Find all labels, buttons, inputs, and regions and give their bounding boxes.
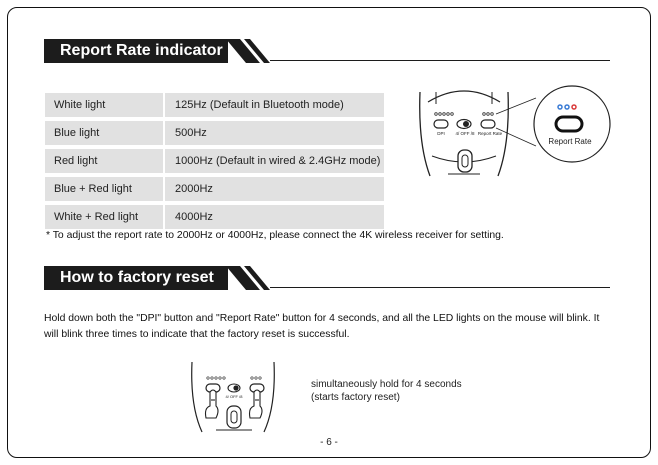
section-title: Report Rate indicator	[44, 39, 228, 63]
rate-cell: 125Hz (Default in Bluetooth mode)	[165, 93, 384, 117]
table-row	[45, 121, 384, 145]
light-cell: Blue + Red light	[45, 177, 165, 201]
header-slash-decoration	[226, 35, 276, 65]
header-rule	[270, 287, 610, 288]
finger-icon	[206, 390, 219, 418]
switch-label: 4/ OFF /8	[225, 394, 243, 399]
led-dots	[435, 113, 494, 116]
table-row	[45, 177, 384, 201]
dpi-label: DPI	[437, 131, 445, 136]
switch-label: 4/ OFF /8	[455, 131, 475, 136]
header-rule	[270, 60, 610, 61]
light-cell: Red light	[45, 149, 165, 173]
reset-instructions: Hold down both the "DPI" button and "Report Rate" button for 4 seconds, and all the LED lights on the mouse will blink. It will blink three times to indicate that the factory reset is successful.	[44, 313, 600, 340]
rate-cell: 2000Hz	[165, 177, 384, 201]
reset-caption	[311, 378, 462, 404]
table-row	[45, 205, 384, 229]
table-row	[45, 93, 384, 117]
mouse-top-diagram	[408, 84, 618, 184]
report-rate-small-label: Report Rate	[477, 131, 503, 136]
report-rate-note: * To adjust the report rate to 2000Hz or 4000Hz, please connect the 4K wireless receiver for setting.	[46, 230, 504, 241]
caption-line: (starts factory reset)	[311, 392, 400, 403]
table-row	[45, 149, 384, 173]
report-rate-button-zoom-icon	[556, 117, 582, 131]
caption-line: simultaneously hold for 4 seconds	[311, 379, 462, 390]
light-cell: White + Red light	[45, 205, 165, 229]
report-rate-table	[45, 89, 384, 233]
report-rate-callout-label: Report Rate	[548, 137, 592, 146]
rate-cell: 4000Hz	[165, 205, 384, 229]
section-header-report-rate	[44, 39, 610, 63]
page-number: - 6 -	[320, 437, 338, 448]
finger-icon	[250, 390, 263, 418]
dpi-button-icon	[434, 120, 448, 128]
mouse-reset-diagram	[186, 356, 286, 436]
rate-cell: 500Hz	[165, 121, 384, 145]
rate-cell: 1000Hz (Default in wired & 2.4GHz mode)	[165, 149, 384, 173]
light-cell: Blue light	[45, 121, 165, 145]
section-title: How to factory reset	[44, 266, 228, 290]
header-slash-decoration	[226, 262, 276, 292]
report-rate-button-icon	[481, 120, 495, 128]
light-cell: White light	[45, 93, 165, 117]
section-header-factory-reset	[44, 266, 610, 290]
